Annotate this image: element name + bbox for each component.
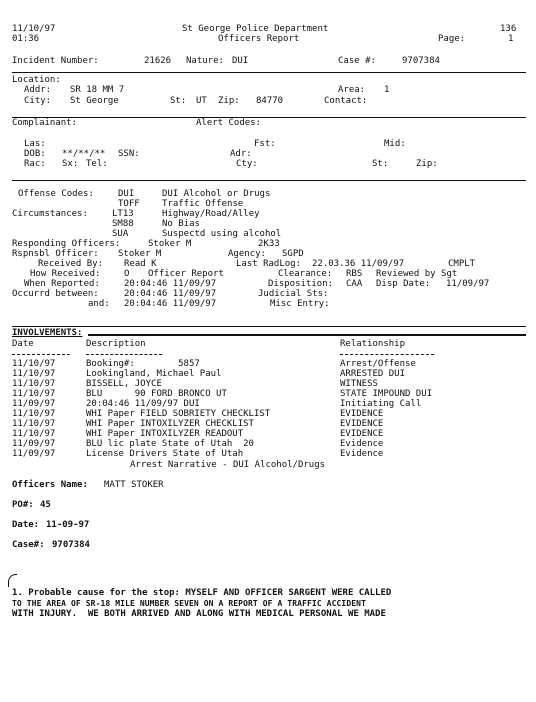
column-header-date: Date [12,339,34,349]
divider [88,334,526,336]
divider [12,180,526,181]
and-label: and: [88,299,110,309]
incident-number-label: Incident Number: [12,56,99,66]
misc-entry-label: Misc Entry: [270,299,330,309]
offense-desc-2: Traffic Offense [162,199,244,209]
involvement-relationship: Arrest/Offense [340,359,416,369]
last-name-label: Las: [24,139,46,149]
officer-name-label: Officers Name: [12,480,88,490]
involvement-description: WHI Paper FIELD SOBRIETY CHECKLIST [86,409,271,419]
involvement-date: 11/10/97 [12,379,56,389]
clearance-code: RBS [346,269,363,279]
involvement-date: 11/10/97 [12,369,56,379]
involvement-date: 11/10/97 [12,409,56,419]
involvement-relationship: Initiating Call [340,399,422,409]
occurred-end: 20:04:46 11/09/97 [124,299,217,309]
zip-value: 84770 [256,96,284,106]
complainant-label: Complainant: [12,118,78,128]
involvement-relationship: EVIDENCE [340,409,384,419]
involvement-date: 11/10/97 [12,419,56,429]
date-label: Date: [12,520,40,530]
responding-officer: Stoker M [148,239,192,249]
last-radlog-label: Last RadLog: [236,259,302,269]
column-header-relationship: Relationship [340,339,406,349]
telephone-label: Tel: [86,159,108,169]
when-reported: 20:04:46 11/09/97 [124,279,217,289]
first-name-label: Fst: [254,139,276,149]
date-value: 11-09-97 [46,520,90,530]
underline [340,354,434,355]
contact-label: Contact: [324,96,368,106]
offense-codes-label: Offense Codes: [18,189,94,199]
involvement-description: BISSELL, JOYCE [86,379,162,389]
offense-code-2: TOFF [118,199,140,209]
column-header-description: Description [86,339,146,349]
circumstances-label: Circumstances: [12,209,88,219]
zip-label: Zip: [416,159,438,169]
disposition-label: Disposition: [268,279,334,289]
city-label: Cty: [236,159,258,169]
responsible-officer-label: Rspnsbl Officer: [12,249,99,259]
involvement-date: 11/10/97 [12,359,56,369]
involvement-description: WHI Paper INTOXILYZER CHECKLIST [86,419,254,429]
disposition-code: CAA [346,279,363,289]
narrative-line: 1. Probable cause for the stop: MYSELF AND OFFICER SARGENT WERE CALLED [12,588,392,598]
state-label: St: [372,159,389,169]
occurred-between-label: Occurrd between: [12,289,99,299]
involvement-description: WHI Paper INTOXILYZER READOUT [86,429,244,439]
underline [12,354,70,355]
zip-label: Zip: [218,96,240,106]
last-radlog-code: CMPLT [448,259,476,269]
ssn-label: SSN: [118,149,140,159]
involvement-description: 20:04:46 11/09/97 DUI [86,399,200,409]
divider [12,326,526,327]
alert-codes-label: Alert Codes: [196,118,262,128]
department-name: St George Police Department [182,24,329,34]
nature-value: DUI [232,56,249,66]
involvement-relationship: STATE IMPOUND DUI [340,389,433,399]
address-label: Adr: [230,149,252,159]
page-number-top: 136 [500,24,517,34]
address-value: SR 18 MM 7 [70,85,125,95]
how-received-code: O [124,269,130,279]
race-label: Rac: [24,159,46,169]
offense-code-1: DUI [118,189,135,199]
circumstance-code-2: SM88 [112,219,134,229]
clearance-desc: Reviewed by Sgt [376,269,458,279]
agency-label: Agency: [228,249,266,259]
involvement-description: Booking#: 5857 [86,359,200,369]
area-label: Area: [338,85,366,95]
how-received-desc: Officer Report [148,269,224,279]
involvement-description: License Drivers State of Utah [86,449,244,459]
offense-desc-1: DUI Alcohol or Drugs [162,189,271,199]
circumstance-desc-2: No Bias [162,219,200,229]
disp-date-label: Disp Date: [376,279,431,289]
involvement-date: 11/09/97 [12,449,56,459]
dob-label: DOB: [24,149,46,159]
underline [86,354,162,355]
report-time: 01:36 [12,34,40,44]
involvement-description: BLU lic plate State of Utah 20 [86,439,254,449]
po-label: PO#: [12,500,34,510]
circumstance-code-3: SUA [112,229,129,239]
judicial-status-label: Judicial Sts: [258,289,329,299]
narrative-line: TO THE AREA OF SR-18 MILE NUMBER SEVEN ON A REPORT OF A TRAFFIC ACCIDENT [12,599,366,608]
involvement-date: 11/09/97 [12,399,56,409]
involvement-description: Lookingland, Michael Paul [86,369,222,379]
agency-value: SGPD [282,249,304,259]
responding-officers-label: Responding Officers: [12,239,121,249]
incident-number: 21626 [144,56,172,66]
how-received-label: How Received: [30,269,101,279]
involvement-relationship: EVIDENCE [340,419,384,429]
po-value: 45 [40,500,51,510]
middle-name-label: Mid: [384,139,406,149]
disp-date: 11/09/97 [446,279,490,289]
responding-unit: 2K33 [258,239,280,249]
received-by: Read K [124,259,157,269]
involvement-description: BLU 90 FORD BRONCO UT [86,389,227,399]
dob-value: **/**/** [62,149,106,159]
involvement-date: 11/10/97 [12,389,56,399]
margin-mark [8,574,17,587]
narrative-title: Arrest Narrative - DUI Alcohol/Drugs [130,460,326,470]
report-date: 11/10/97 [12,24,56,34]
involvement-relationship: WITNESS [340,379,378,389]
circumstance-desc-1: Highway/Road/Alley [162,209,260,219]
area-value: 1 [384,85,390,95]
location-label: Location: [12,75,61,85]
state-label: St: [170,96,187,106]
narrative-line: WITH INJURY. WE BOTH ARRIVED AND ALONG WITH MEDICAL PERSONAL WE MADE [12,609,386,619]
report-title: Officers Report [218,34,300,44]
case-value: 9707384 [402,56,440,66]
circumstance-desc-3: Suspectd using alcohol [162,229,282,239]
involvement-relationship: EVIDENCE [340,429,384,439]
nature-label: Nature: [186,56,224,66]
clearance-label: Clearance: [278,269,333,279]
officer-name: MATT STOKER [104,480,164,490]
city-value: St George [70,96,119,106]
divider [12,117,526,118]
circumstance-code-1: LT13 [112,209,134,219]
involvements-title: INVOLVEMENTS: [12,328,83,338]
received-by-label: Received By: [38,259,104,269]
case-number-value: 9707384 [52,540,90,550]
occurred-start: 20:04:46 11/09/97 [124,289,217,299]
page-value: 1 [508,34,514,44]
involvement-date: 11/10/97 [12,429,56,439]
page-label: Page: [438,34,466,44]
case-number-label: Case#: [12,540,45,550]
city-label: City: [24,96,52,106]
case-label: Case #: [338,56,376,66]
responsible-officer: Stoker M [118,249,162,259]
involvement-relationship: Evidence [340,449,384,459]
state-value: UT [196,96,207,106]
involvement-relationship: Evidence [340,439,384,449]
involvement-relationship: ARRESTED DUI [340,369,406,379]
divider [12,72,526,73]
sex-label: Sx: [62,159,79,169]
involvement-date: 11/09/97 [12,439,56,449]
when-reported-label: When Reported: [24,279,100,289]
address-label: Addr: [24,85,52,95]
last-radlog: 22.03.36 11/09/97 [312,259,405,269]
